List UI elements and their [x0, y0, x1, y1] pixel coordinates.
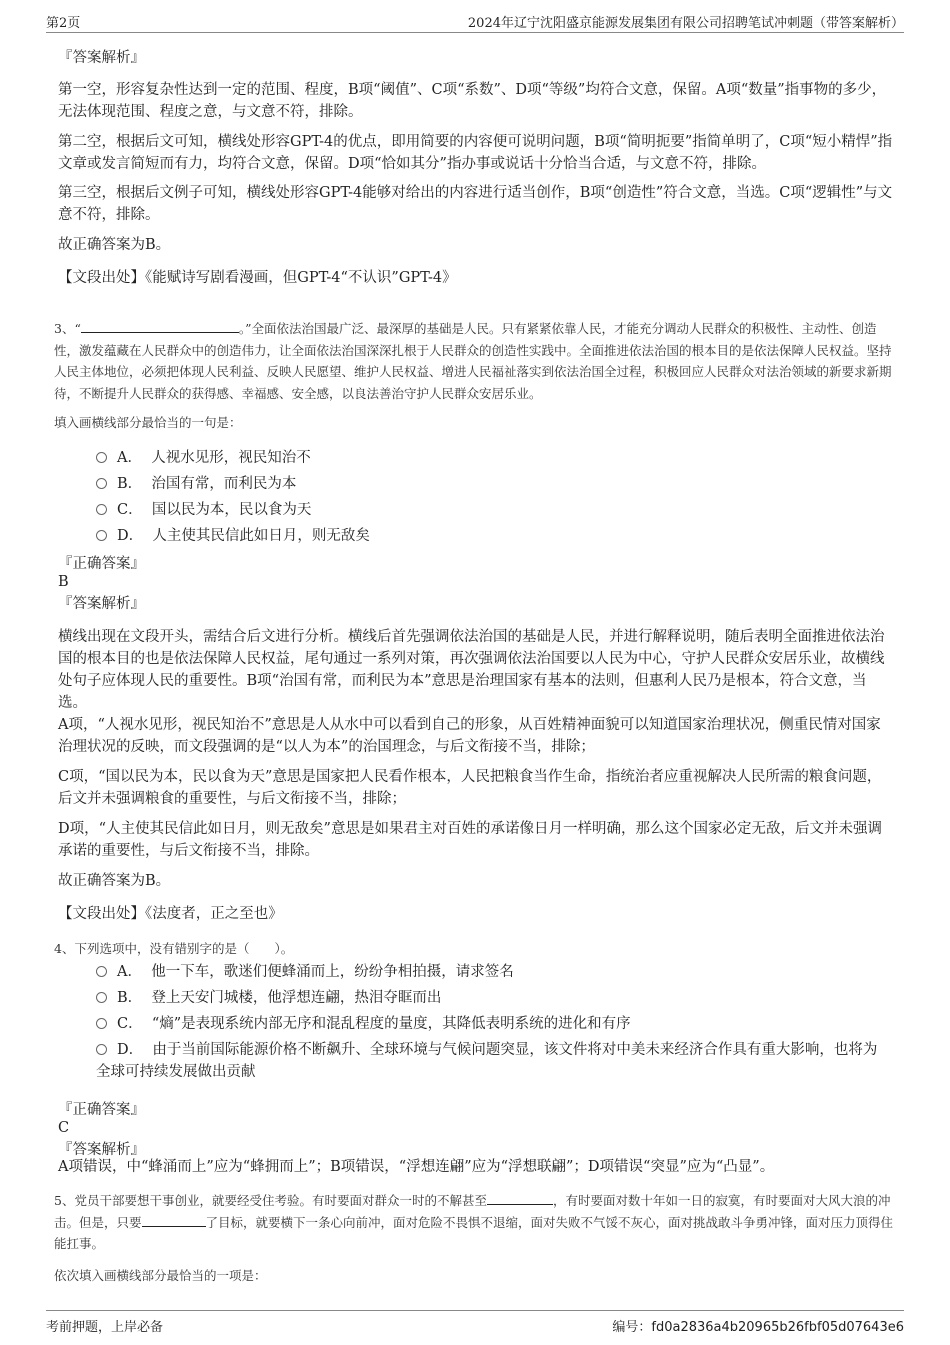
document-code: 编号：fd0a2836a4b20965b26fbf05d07643e6 — [612, 1320, 904, 1335]
q3-analysis-option-a: A项，“人视水见形，视民知治不”意思是人从水中可以看到自己的形象，从百姓精神面貌可以知道国家治理状况，侧重民情对国家治理状况的反映，而文段强调的是“以人为本”的治国理念，与后文衔接不当，排除； — [58, 717, 881, 755]
footer-slogan: 考前押题，上岸必备 — [46, 1320, 164, 1335]
q4-option-b[interactable]: B． 登上天安门城楼，他浮想连翩，热泪夺眶而出 — [96, 987, 886, 1009]
q3-analysis-option-c: C项，“国以民为本，民以食为天”意思是国家把人民看作根本，人民把粮食当作生命，指统治者应重视解决人民所需的粮食问题，后文并未强调粮食的重要性，与后文衔接不当，排除； — [58, 769, 882, 807]
q3-analysis-para1: 横线出现在文段开头，需结合后文进行分析。横线后首先强调依法治国的基础是人民，并进行解释说明，随后表明全面推进依法治国的根本目的也是依法保障人民权益，尾句通过一系列对策，再次强调依法治国要以人民为中心，守护人民群众安居乐业，故横线处句子应体现人民的重要性。B项“治国有常，而利民为本”意思是治理国家有基本的法则，但惠利人民乃是根本，符合文意，当选。 — [58, 629, 885, 711]
q3-answer-label: 『正确答案』 — [58, 556, 145, 572]
q3-option-d[interactable]: D． 人主使其民信此如日月，则无敌矣 — [96, 525, 886, 547]
q4-analysis-label: 『答案解析』 — [58, 1142, 145, 1158]
radio-icon[interactable] — [96, 452, 107, 463]
q5-prompt: 依次填入画横线部分最恰当的一项是： — [54, 1268, 267, 1283]
radio-icon[interactable] — [96, 504, 107, 515]
document-title: 2024年辽宁沈阳盛京能源发展集团有限公司招聘笔试冲刺题（带答案解析） — [467, 16, 904, 31]
q4-stem: 4、下列选项中，没有错别字的是（ ）。 — [54, 941, 294, 956]
q2-analysis-label: 『答案解析』 — [58, 50, 145, 66]
q2-analysis-para3: 第三空，根据后文例子可知，横线处形容GPT-4能够对给出的内容进行适当创作，B项“创造性”符合文意，当选。C项“逻辑性”与文意不符，排除。 — [58, 185, 893, 223]
q4-option-a[interactable]: A． 他一下车，歌迷们便蜂涌而上，纷纷争相拍摄，请求签名 — [96, 961, 886, 983]
q3-option-a[interactable]: A． 人视水见形，视民知治不 — [96, 447, 886, 469]
q3-analysis-option-d: D项，“人主使其民信此如日月，则无敌矣”意思是如果君主对百姓的承诺像日月一样明确，那么这个国家必定无敌，后文并未强调承诺的重要性，与后文衔接不当，排除。 — [58, 821, 882, 859]
q3-option-c[interactable]: C． 国以民为本，民以食为天 — [96, 499, 886, 521]
q3-analysis-label: 『答案解析』 — [58, 596, 145, 612]
q4-analysis: A项错误，中“蜂涌而上”应为“蜂拥而上”；B项错误，“浮想连翩”应为“浮想联翩”；D项错误“突显”应为“凸显”。 — [58, 1159, 775, 1175]
q5-blank-2 — [142, 1212, 206, 1227]
q3-stem: 3、“ 。”全面依法治国最广泛、最深厚的基础是人民。只有紧紧依靠人民，才能充分调动人民群众的积极性、主动性、创造性，激发蕴藏在人民群众中的创造伟力，让全面依法治国深深扎根于人民群众的创造性实践中。全面推进依法治国的根本目的是依法保障人民权益。坚持人民主体地位，必须把体现人民利益、反映人民愿望、维护人民权益、增进人民福祉落实到依法治国全过程，积极回应人民群众对法治领域的新要求新期待，不断提升人民群众的获得感、幸福感、安全感，以良法善治守护人民群众安居乐业。 — [54, 318, 894, 404]
q3-blank — [81, 318, 239, 333]
q4-answer-label: 『正确答案』 — [58, 1102, 145, 1118]
radio-icon[interactable] — [96, 530, 107, 541]
radio-icon[interactable] — [96, 966, 107, 977]
q4-option-c[interactable]: C． “熵”是表现系统内部无序和混乱程度的量度，其降低表明系统的进化和有序 — [96, 1013, 886, 1035]
q4-option-d[interactable]: D． 由于当前国际能源价格不断飙升、全球环境与气候问题突显，该文件将对中美未来经济合作具有重大影响，也将为全球可持续发展做出贡献 — [96, 1042, 878, 1080]
radio-icon[interactable] — [96, 1044, 107, 1055]
radio-icon[interactable] — [96, 478, 107, 489]
q2-analysis-para2: 第二空，根据后文可知，横线处形容GPT-4的优点，即用简要的内容便可说明问题，B项“简明扼要”指简单明了，C项“短小精悍”指文章或发言简短而有力，均符合文意，保留。D项“恰如其分”指办事或说话十分恰当合适，与文意不符，排除。 — [58, 134, 893, 172]
q4-answer: C — [58, 1120, 70, 1136]
q3-prompt: 填入画横线部分最恰当的一句是： — [54, 415, 242, 430]
q3-conclusion: 故正确答案为B。 — [58, 873, 171, 889]
q3-answer: B — [58, 574, 69, 590]
q3-option-b[interactable]: B． 治国有常，而利民为本 — [96, 473, 886, 495]
page-header — [46, 12, 904, 33]
radio-icon[interactable] — [96, 1018, 107, 1029]
page-footer — [46, 1310, 904, 1337]
q3-source: 【文段出处】《法度者，正之至也》 — [58, 906, 283, 922]
page-number: 第2页 — [46, 16, 81, 31]
q5-stem: 5、党员干部要想干事创业，就要经受住考验。有时要面对群众一时的不解甚至 ，有时要面对数十年如一日的寂寞，有时要面对大风大浪的冲击。但是，只要 了目标，就要横下一条心向前冲，面对危险不畏惧不退缩，面对失败不气馁不灰心，面对挑战敢斗争勇冲锋，面对压力顶得住能扛事。 — [54, 1190, 894, 1255]
q2-conclusion: 故正确答案为B。 — [58, 237, 171, 253]
q5-blank-1 — [487, 1190, 553, 1205]
radio-icon[interactable] — [96, 992, 107, 1003]
q2-source: 【文段出处】《能赋诗写剧看漫画，但GPT-4“不认识”GPT-4》 — [58, 270, 457, 286]
q2-analysis-para1: 第一空，形容复杂性达到一定的范围、程度，B项“阈值”、C项“系数”、D项“等级”均符合文意，保留。A项“数量”指事物的多少，无法体现范围、程度之意，与文意不符，排除。 — [58, 82, 887, 120]
